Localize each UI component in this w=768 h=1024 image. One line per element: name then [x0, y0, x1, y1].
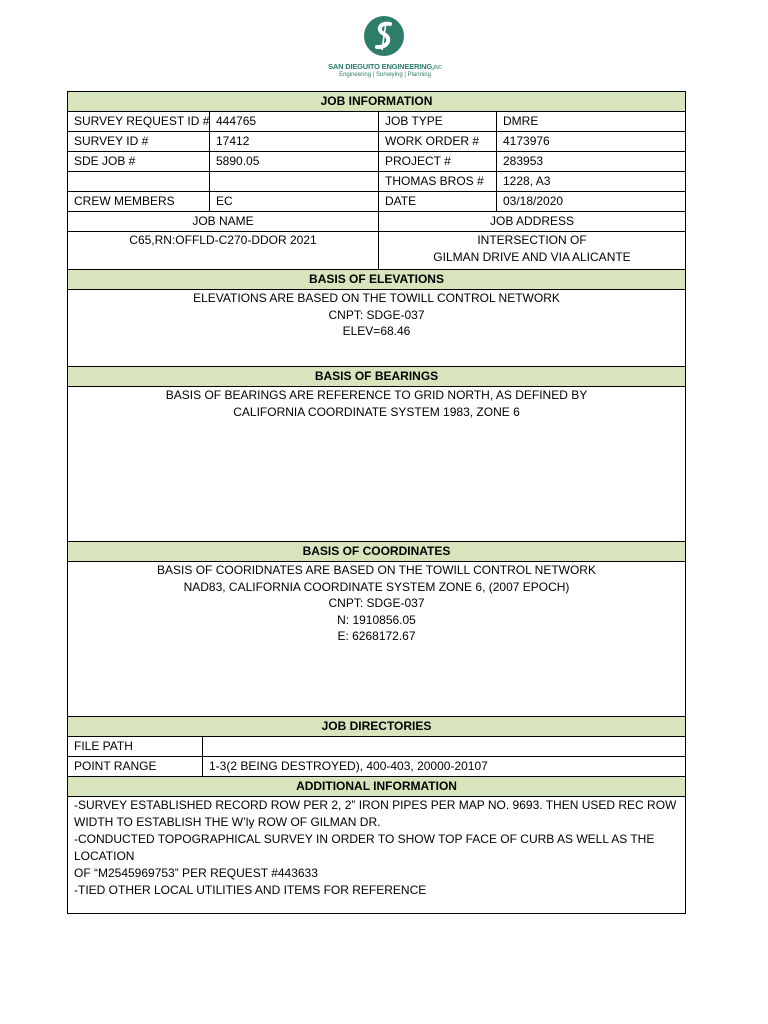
field-label: DATE [379, 192, 497, 211]
field-value: 4173976 [503, 134, 550, 148]
field-label: CREW MEMBERS [68, 192, 210, 211]
field-label: PROJECT # [379, 152, 497, 171]
job-name-label: JOB NAME [68, 212, 379, 231]
company-name: SAN DIEGUITO ENGINEERING,INC [328, 62, 442, 71]
basis-of-bearings-text: BASIS OF BEARINGS ARE REFERENCE TO GRID NORTH, AS DEFINED BY CALIFORNIA COORDINATE SYSTEM 1983, ZONE 6 [68, 387, 685, 542]
field-value: 5890.05 [210, 152, 379, 171]
company-tagline: Engineering | Surveying | Planning [339, 72, 431, 78]
job-info-row [68, 112, 685, 132]
point-range-row [68, 757, 685, 777]
additional-information-text: -SURVEY ESTABLISHED RECORD ROW PER 2, 2” IRON PIPES PER MAP NO. 9693. THEN USED REC ROW WIDTH TO ESTABLISH THE W’ly ROW OF GILMAN DR. -CONDUCTED TOPOGRAPHICAL SURVEY IN ORDER TO SHOW TOP FACE OF CURB AS WELL AS THE LOCATION OF “M2545969753” PER REQUEST #443633 -TIED OTHER LOCAL UTILITIES AND ITEMS FOR REFERENCE [74, 798, 677, 897]
file-path-label: FILE PATH [68, 737, 203, 756]
field-value: EC [210, 192, 379, 211]
survey-form [67, 91, 686, 914]
point-range-label: POINT RANGE [68, 757, 203, 776]
field-label: JOB TYPE [379, 112, 497, 131]
field-label: THOMAS BROS # [379, 172, 497, 191]
company-logo [322, 12, 448, 82]
job-directories-heading: JOB DIRECTORIES [68, 717, 685, 737]
basis-of-coordinates-text: BASIS OF COORIDNATES ARE BASED ON THE TOWILL CONTROL NETWORK NAD83, CALIFORNIA COORDINATE SYSTEM ZONE 6, (2007 EPOCH) CNPT: SDGE-037 N: 1910856.05 E: 6268172.67 [68, 562, 685, 717]
field-value: 17412 [210, 132, 379, 151]
job-address-label: JOB ADDRESS [489, 214, 575, 228]
file-path-row [68, 737, 685, 757]
field-label: SURVEY REQUEST ID # [68, 112, 210, 131]
basis-of-bearings-heading: BASIS OF BEARINGS [68, 367, 685, 387]
field-value: 283953 [503, 154, 544, 168]
point-range-value: 1-3(2 BEING DESTROYED), 400-403, 20000-20107 [209, 759, 488, 773]
field-value: 1228, A3 [503, 174, 551, 188]
field-value: 03/18/2020 [503, 194, 564, 208]
job-name-address-values [68, 232, 685, 270]
job-info-row [68, 172, 685, 192]
job-info-row [68, 152, 685, 172]
field-label [68, 172, 210, 191]
logo-emblem [364, 16, 404, 56]
job-info-row [68, 132, 685, 152]
field-label: WORK ORDER # [379, 132, 497, 151]
job-address-value: INTERSECTION OF GILMAN DRIVE AND VIA ALICANTE [433, 233, 631, 264]
field-label: SURVEY ID # [68, 132, 210, 151]
job-name-value: C65,RN:OFFLD-C270-DDOR 2021 [68, 232, 379, 269]
job-info-row [68, 192, 685, 212]
field-value: 444765 [210, 112, 379, 131]
file-path-value [203, 737, 685, 756]
basis-of-coordinates-heading: BASIS OF COORDINATES [68, 542, 685, 562]
basis-of-elevations-text: ELEVATIONS ARE BASED ON THE TOWILL CONTROL NETWORK CNPT: SDGE-037 ELEV=68.46 [68, 290, 685, 367]
job-information-heading: JOB INFORMATION [68, 92, 685, 112]
field-label: SDE JOB # [68, 152, 210, 171]
basis-of-elevations-heading: BASIS OF ELEVATIONS [68, 270, 685, 290]
additional-information-heading: ADDITIONAL INFORMATION [68, 777, 685, 797]
field-value [210, 172, 379, 191]
field-value: DMRE [503, 114, 539, 128]
job-name-address-labels [68, 212, 685, 232]
